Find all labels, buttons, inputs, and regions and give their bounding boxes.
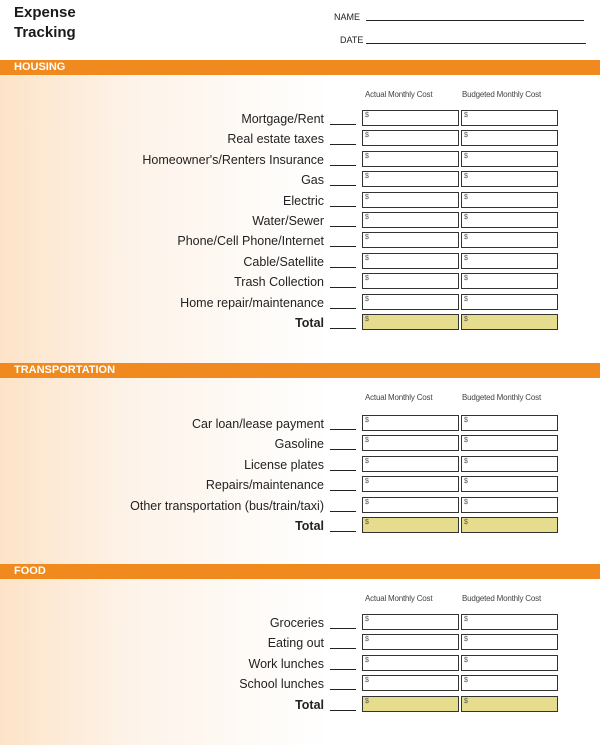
expense-label: Real estate taxes — [227, 132, 324, 147]
currency-symbol: $ — [365, 234, 369, 242]
currency-symbol: $ — [464, 275, 468, 283]
currency-symbol: $ — [365, 214, 369, 221]
label-underline — [330, 648, 356, 649]
expense-label: License plates — [244, 457, 324, 472]
expense-label: Trash Collection — [234, 275, 324, 290]
column-header-budgeted: Budgeted Monthly Cost — [462, 594, 541, 603]
label-underline — [330, 669, 356, 670]
label-underline — [330, 429, 356, 430]
label-underline — [330, 308, 356, 309]
expense-row — [0, 212, 600, 230]
currency-symbol: $ — [464, 677, 468, 685]
label-underline — [330, 531, 356, 532]
currency-symbol: $ — [365, 295, 369, 303]
expense-label: Water/Sewer — [252, 214, 324, 228]
currency-symbol: $ — [464, 193, 468, 201]
expense-row — [0, 110, 600, 128]
column-header-actual: Actual Monthly Cost — [365, 594, 433, 603]
label-underline — [330, 287, 356, 288]
actual-cost-input[interactable] — [362, 294, 459, 310]
section-transportation — [0, 363, 600, 575]
expense-row — [0, 634, 600, 652]
expense-label: Phone/Cell Phone/Internet — [177, 234, 324, 249]
currency-symbol: $ — [365, 173, 369, 181]
column-header-budgeted: Budgeted Monthly Cost — [462, 90, 541, 99]
label-underline — [330, 124, 356, 125]
budgeted-cost-input[interactable] — [461, 675, 558, 691]
currency-symbol: $ — [365, 112, 369, 119]
section-header: TRANSPORTATION — [0, 363, 600, 378]
expense-label: Gasoline — [274, 437, 324, 452]
section-food — [0, 564, 600, 745]
expense-label: Repairs/maintenance — [205, 478, 324, 493]
currency-symbol: $ — [365, 478, 369, 486]
currency-symbol: $ — [365, 437, 369, 445]
currency-symbol: $ — [464, 234, 468, 242]
label-underline — [330, 449, 356, 450]
label-underline — [330, 710, 356, 711]
expense-row — [0, 171, 600, 189]
expense-row — [0, 253, 600, 271]
actual-cost-input[interactable] — [362, 497, 459, 513]
currency-symbol: $ — [464, 173, 468, 181]
expense-row — [0, 675, 600, 693]
label-underline — [330, 165, 356, 166]
total-label: Total — [295, 697, 324, 712]
section-header: HOUSING — [0, 60, 600, 75]
expense-row — [0, 435, 600, 453]
currency-symbol: $ — [365, 498, 369, 506]
budgeted-cost-input[interactable] — [461, 435, 558, 451]
label-underline — [330, 511, 356, 512]
label-underline — [330, 490, 356, 491]
label-underline — [330, 628, 356, 629]
currency-symbol: $ — [365, 417, 369, 424]
name-label: NAME — [334, 12, 361, 22]
actual-cost-input-total[interactable] — [362, 314, 459, 330]
budgeted-cost-input[interactable] — [461, 655, 558, 671]
section-housing — [0, 60, 600, 375]
currency-symbol: $ — [365, 519, 369, 526]
label-underline — [330, 470, 356, 471]
page-header — [0, 0, 600, 60]
budgeted-cost-input[interactable] — [461, 130, 558, 146]
currency-symbol: $ — [464, 316, 468, 323]
actual-cost-input[interactable] — [362, 435, 459, 451]
currency-symbol: $ — [365, 616, 369, 623]
budgeted-cost-input[interactable] — [461, 232, 558, 248]
currency-symbol: $ — [464, 214, 468, 221]
currency-symbol: $ — [464, 656, 468, 664]
column-header-budgeted: Budgeted Monthly Cost — [462, 393, 541, 402]
expense-label: Mortgage/Rent — [241, 112, 324, 126]
actual-cost-input[interactable] — [362, 232, 459, 248]
budgeted-cost-input[interactable] — [461, 415, 558, 431]
label-underline — [330, 226, 356, 227]
date-line[interactable] — [366, 43, 586, 44]
actual-cost-input[interactable] — [362, 110, 459, 126]
column-header-actual: Actual Monthly Cost — [365, 90, 433, 99]
currency-symbol: $ — [464, 112, 468, 119]
currency-symbol: $ — [464, 616, 468, 623]
expense-label: Electric — [283, 193, 324, 208]
currency-symbol: $ — [464, 519, 468, 526]
actual-cost-input[interactable] — [362, 151, 459, 167]
label-underline — [330, 246, 356, 247]
date-field[interactable] — [340, 35, 363, 45]
actual-cost-input[interactable] — [362, 253, 459, 269]
currency-symbol: $ — [464, 478, 468, 486]
budgeted-cost-input[interactable] — [461, 456, 558, 472]
budgeted-cost-input[interactable] — [461, 212, 558, 228]
expense-label: Other transportation (bus/train/taxi) — [130, 498, 324, 513]
actual-cost-input[interactable] — [362, 675, 459, 691]
label-underline — [330, 328, 356, 329]
expense-row — [0, 614, 600, 632]
actual-cost-input[interactable] — [362, 192, 459, 208]
expense-row — [0, 273, 600, 291]
currency-symbol: $ — [365, 193, 369, 201]
expense-row — [0, 655, 600, 673]
budgeted-cost-input[interactable] — [461, 171, 558, 187]
expense-label: Homeowner's/Renters Insurance — [142, 152, 324, 167]
section-body — [0, 579, 600, 745]
currency-symbol: $ — [365, 457, 369, 465]
label-underline — [330, 185, 356, 186]
actual-cost-input-total[interactable] — [362, 517, 459, 533]
actual-cost-input[interactable] — [362, 273, 459, 289]
expense-label: Car loan/lease payment — [191, 417, 324, 431]
actual-cost-input[interactable] — [362, 634, 459, 650]
total-label: Total — [295, 316, 324, 330]
page-title-line-2: Tracking — [14, 24, 76, 41]
currency-symbol: $ — [464, 132, 468, 140]
budgeted-cost-input[interactable] — [461, 634, 558, 650]
budgeted-cost-input[interactable] — [461, 192, 558, 208]
expense-label: Cable/Satellite — [243, 254, 324, 269]
page-title-line-1: Expense — [14, 4, 76, 21]
currency-symbol: $ — [464, 457, 468, 465]
expense-row — [0, 130, 600, 148]
currency-symbol: $ — [365, 275, 369, 283]
label-underline — [330, 689, 356, 690]
budgeted-cost-input[interactable] — [461, 151, 558, 167]
currency-symbol: $ — [365, 152, 369, 160]
section-body — [0, 378, 600, 575]
currency-symbol: $ — [365, 656, 369, 664]
currency-symbol: $ — [365, 636, 369, 644]
expense-row — [0, 151, 600, 169]
total-row — [0, 314, 600, 332]
currency-symbol: $ — [464, 417, 468, 424]
expense-label: Eating out — [267, 636, 324, 651]
section-header: FOOD — [0, 564, 600, 579]
budgeted-cost-input[interactable] — [461, 110, 558, 126]
expense-label: Gas — [301, 173, 324, 188]
actual-cost-input[interactable] — [362, 614, 459, 630]
actual-cost-input-total[interactable] — [362, 696, 459, 712]
budgeted-cost-input[interactable] — [461, 253, 558, 269]
expense-row — [0, 456, 600, 474]
budgeted-cost-input-total[interactable] — [461, 517, 558, 533]
currency-symbol: $ — [365, 316, 369, 323]
name-line[interactable] — [366, 20, 584, 21]
actual-cost-input[interactable] — [362, 130, 459, 146]
total-row — [0, 517, 600, 535]
actual-cost-input[interactable] — [362, 212, 459, 228]
expense-row — [0, 192, 600, 210]
actual-cost-input[interactable] — [362, 476, 459, 492]
expense-row — [0, 232, 600, 250]
expense-row — [0, 415, 600, 433]
label-underline — [330, 267, 356, 268]
expense-row — [0, 294, 600, 312]
name-field[interactable] — [334, 12, 360, 22]
budgeted-cost-input-total[interactable] — [461, 314, 558, 330]
total-row — [0, 696, 600, 714]
expense-label: Work lunches — [248, 656, 324, 671]
currency-symbol: $ — [365, 697, 369, 705]
section-body — [0, 75, 600, 375]
currency-symbol: $ — [365, 132, 369, 140]
label-underline — [330, 144, 356, 145]
expense-label: Groceries — [269, 616, 324, 630]
expense-label: School lunches — [239, 677, 324, 692]
budgeted-cost-input[interactable] — [461, 614, 558, 630]
actual-cost-input[interactable] — [362, 456, 459, 472]
currency-symbol: $ — [464, 152, 468, 160]
currency-symbol: $ — [464, 697, 468, 705]
actual-cost-input[interactable] — [362, 655, 459, 671]
expense-row — [0, 497, 600, 515]
label-underline — [330, 206, 356, 207]
actual-cost-input[interactable] — [362, 415, 459, 431]
budgeted-cost-input[interactable] — [461, 294, 558, 310]
currency-symbol: $ — [464, 437, 468, 445]
budgeted-cost-input[interactable] — [461, 497, 558, 513]
currency-symbol: $ — [464, 498, 468, 506]
budgeted-cost-input[interactable] — [461, 476, 558, 492]
expense-row — [0, 476, 600, 494]
expense-label: Home repair/maintenance — [180, 295, 324, 310]
date-label: DATE — [340, 35, 364, 45]
currency-symbol: $ — [365, 254, 369, 262]
actual-cost-input[interactable] — [362, 171, 459, 187]
currency-symbol: $ — [464, 636, 468, 644]
currency-symbol: $ — [464, 295, 468, 303]
currency-symbol: $ — [464, 254, 468, 262]
column-header-actual: Actual Monthly Cost — [365, 393, 433, 402]
budgeted-cost-input[interactable] — [461, 273, 558, 289]
total-label: Total — [295, 519, 324, 533]
currency-symbol: $ — [365, 677, 369, 685]
budgeted-cost-input-total[interactable] — [461, 696, 558, 712]
